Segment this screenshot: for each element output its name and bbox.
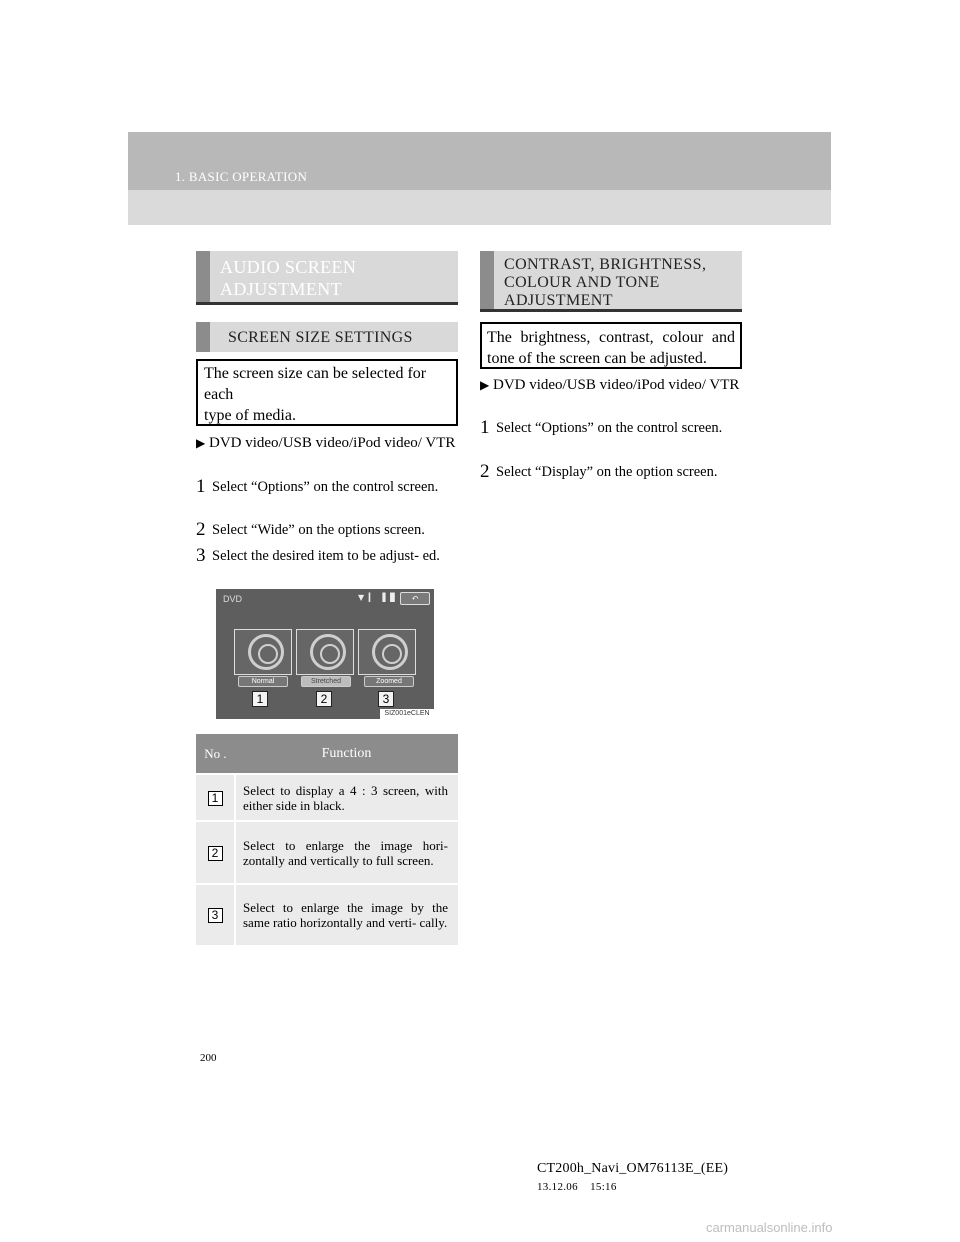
subheading-accent-bar <box>196 322 210 352</box>
step-item <box>480 419 742 438</box>
number-badge: 2 <box>208 846 223 861</box>
heading-line-2: ADJUSTMENT <box>220 279 343 299</box>
step-number: 1 <box>480 417 490 438</box>
step-number: 1 <box>196 476 206 497</box>
screen-size-settings-subheading <box>196 322 458 352</box>
heading-line-1: CONTRAST, BRIGHTNESS, <box>504 256 707 273</box>
column-header-function: Function <box>235 734 458 774</box>
table-row <box>196 884 458 946</box>
contrast-intro <box>480 322 742 369</box>
table-row <box>196 774 458 821</box>
contrast-intro-text: The brightness, contrast, colour and tone of the screen can be adjusted. <box>487 329 735 367</box>
zoomed-button[interactable]: Zoomed <box>364 676 414 687</box>
normal-button[interactable]: Normal <box>238 676 288 687</box>
zoomed-preview-frame <box>358 629 416 675</box>
print-timestamp: 13.12.06 15:16 <box>537 1181 617 1193</box>
intro-line-2: type of media. <box>204 407 296 424</box>
page-number: 200 <box>200 1052 217 1064</box>
column-header-no: No . <box>196 734 235 774</box>
watermark: carmanualsonline.info <box>706 1220 833 1235</box>
callout-number: 2 <box>316 691 332 707</box>
heading-accent-bar <box>480 251 494 309</box>
stretched-button[interactable]: Stretched <box>301 676 351 687</box>
status-icons: ▼ ▎ ▐ ▊ <box>358 593 398 602</box>
step-item <box>196 521 458 540</box>
intro-line-1: The screen size can be selected for each <box>204 365 427 403</box>
step-text: Select “Options” on the control screen. <box>212 479 439 495</box>
heading-line-2: COLOUR AND TONE <box>504 274 660 291</box>
step-text: Select “Options” on the control screen. <box>496 420 723 436</box>
triangle-bullet-icon: ▶ <box>196 436 206 450</box>
screen-size-illustration <box>216 589 434 719</box>
media-bullet <box>480 376 742 394</box>
step-text: Select “Display” on the option screen. <box>496 464 718 480</box>
contrast-brightness-heading <box>480 251 742 312</box>
target-pattern-icon <box>248 634 284 670</box>
step-number: 3 <box>196 545 206 566</box>
screen-source-title: DVD <box>223 594 243 604</box>
function-description: Select to enlarge the image hori- zontally and vertically to full screen. <box>235 821 458 884</box>
callout-number: 1 <box>252 691 268 707</box>
screen-size-intro <box>196 359 458 426</box>
number-badge: 3 <box>208 908 223 923</box>
media-bullet-text: DVD video/USB video/iPod video/ VTR <box>492 377 740 393</box>
function-description: Select to display a 4 : 3 screen, with either side in black. <box>235 774 458 821</box>
number-badge: 1 <box>208 791 223 806</box>
header-band-lower <box>128 190 831 225</box>
subheading-text: SCREEN SIZE SETTINGS <box>228 329 413 346</box>
section-title: 1. BASIC OPERATION <box>175 169 308 184</box>
step-text: Select “Wide” on the options screen. <box>212 522 425 538</box>
audio-screen-adjustment-heading <box>196 251 458 305</box>
table-row <box>196 821 458 884</box>
triangle-bullet-icon: ▶ <box>480 378 490 392</box>
function-table <box>196 734 458 947</box>
step-item <box>196 478 458 497</box>
media-bullet <box>196 434 458 452</box>
step-number: 2 <box>196 519 206 540</box>
target-pattern-icon <box>372 634 408 670</box>
figure-code: SIZ001eCLEN <box>380 709 434 719</box>
step-number: 2 <box>480 461 490 482</box>
heading-line-3: ADJUSTMENT <box>504 292 613 309</box>
function-description: Select to enlarge the image by the same ratio horizontally and verti- cally. <box>235 884 458 946</box>
heading-accent-bar <box>196 251 210 302</box>
callout-number: 3 <box>378 691 394 707</box>
step-text: Select the desired item to be adjust- ed. <box>212 548 440 564</box>
normal-preview-frame <box>234 629 292 675</box>
heading-line-1: AUDIO SCREEN <box>220 257 357 277</box>
media-bullet-text: DVD video/USB video/iPod video/ VTR <box>208 435 456 451</box>
table-header-row <box>196 734 458 774</box>
document-id: CT200h_Navi_OM76113E_(EE) <box>537 1161 729 1176</box>
target-pattern-icon <box>310 634 346 670</box>
stretched-preview-frame <box>296 629 354 675</box>
step-item <box>480 463 742 482</box>
back-button[interactable]: ↶ <box>400 592 430 605</box>
step-item <box>196 547 458 566</box>
